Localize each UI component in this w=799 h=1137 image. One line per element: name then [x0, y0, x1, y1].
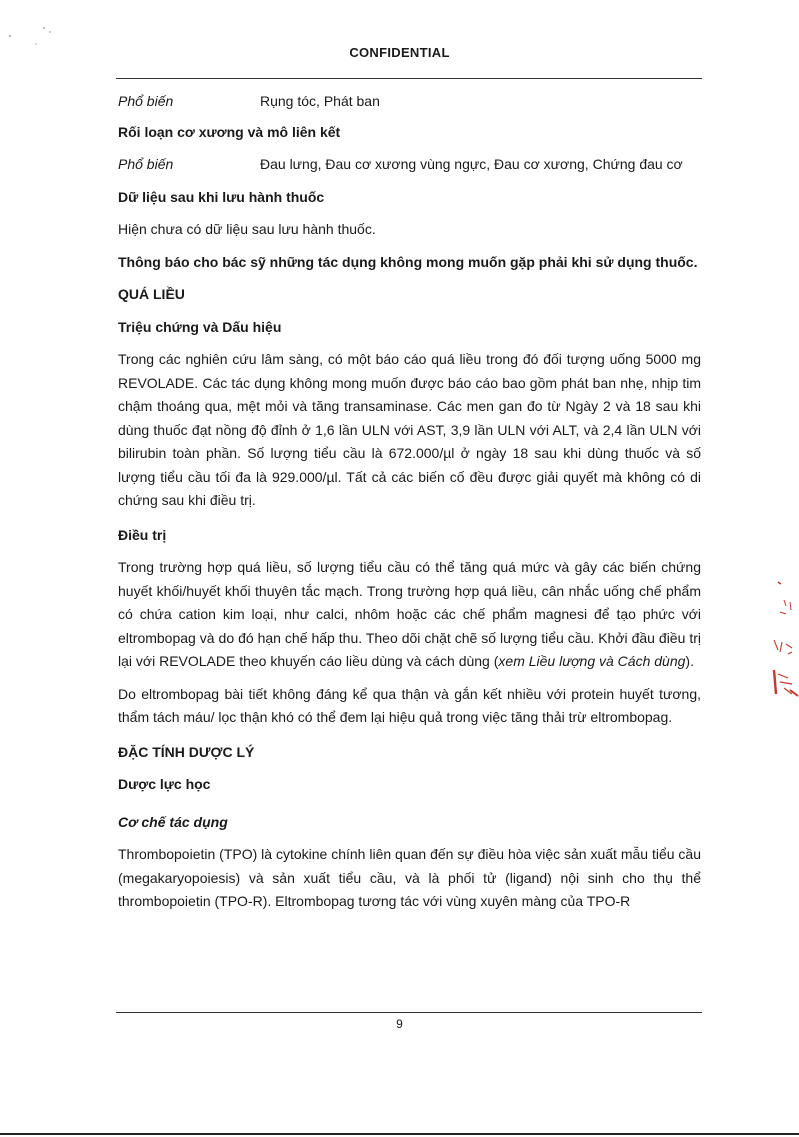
dosage-reference: xem Liều lượng và Cách dùng — [498, 653, 686, 669]
frequency-row — [118, 90, 701, 114]
section-heading-overdose: QUÁ LIỀU — [118, 286, 185, 302]
subheading-treatment: Điều trị — [118, 526, 167, 543]
postmarketing-paragraph: Hiện chưa có dữ liệu sau lưu hành thuốc. — [118, 221, 376, 237]
frequency-row — [118, 153, 701, 177]
section-heading-pharmacology: ĐẶC TÍNH DƯỢC LÝ — [118, 743, 255, 760]
adverse-effects-notice: Thông báo cho bác sỹ những tác dụng không mong muốn gặp phải khi sử dụng thuốc. — [118, 253, 698, 270]
document-body — [118, 90, 701, 914]
subheading-pharmacodynamics: Dược lực học — [118, 776, 211, 792]
section-heading-postmarketing: Dữ liệu sau khi lưu hành thuốc — [118, 188, 325, 205]
confidential-header: CONFIDENTIAL — [349, 45, 450, 60]
treatment-text: Trong trường hợp quá liều, số lượng tiểu cầu có thể tăng quá mức và gây các biến chứng huyết khối/huyết khối thuyên tắc mạch. Trong trường hợp quá liều, cân nhắc uống chế phẩm có chứa cation kim loại, như calci, nhôm hoặc các chế phẩm magnesi để tạo phức với eltrombopag và do đó hạn chế hấp thu. Theo dõi chặt chẽ số lượng tiểu cầu. Khởi đầu điều trị lại với REVOLADE theo khuyến cáo liều dùng và cách dùng ( — [118, 559, 701, 669]
mechanism-paragraph: Thrombopoietin (TPO) là cytokine chính liên quan đến sự điều hòa việc sản xuất mẫu tiểu cầu (megakaryopoiesis) và sản xuất tiểu cầu, và là phối tử (ligand) nội sinh cho thụ thể thrombopoietin (TPO-R). Eltrombopag tương tác với vùng xuyên màng của TPO-R — [118, 846, 701, 909]
scan-bottom-edge — [0, 1133, 799, 1135]
frequency-term: Phổ biến — [118, 156, 174, 172]
treatment-paragraph — [118, 556, 701, 674]
footer-rule — [116, 1012, 702, 1013]
frequency-term: Phổ biến — [118, 93, 174, 109]
header-rule — [116, 78, 702, 79]
subheading-symptoms: Triệu chứng và Dấu hiệu — [118, 318, 282, 335]
frequency-value: Đau lưng, Đau cơ xương vùng ngực, Đau cơ xương, Chứng đau cơ — [260, 156, 683, 172]
elimination-paragraph: Do eltrombopag bài tiết không đáng kể qua thận và gắn kết nhiều với protein huyết tương, thẩm tách máu/ lọc thận khó có thể đem lại hiệu quả trong việc tăng thải trừ eltrombopag. — [118, 685, 701, 725]
page-number: 9 — [396, 1017, 403, 1031]
red-stamp-fragment — [760, 570, 799, 740]
subheading-mechanism: Cơ chế tác dụng — [118, 813, 228, 830]
frequency-value: Rụng tóc, Phát ban — [260, 93, 380, 109]
treatment-text-end: ). — [685, 653, 694, 669]
symptoms-paragraph: Trong các nghiên cứu lâm sàng, có một báo cáo quá liều trong đó đối tượng uống 5000 mg REVOLADE. Các tác dụng không mong muốn được báo cáo bao gồm phát ban nhẹ, nhịp tim chậm thoáng qua, mệt mỏi và tăng transaminase. Các men gan đo từ Ngày 2 và 18 sau khi dùng thuốc đạt nồng độ đỉnh ở 1,6 lần ULN với AST, 3,9 lần ULN với ALT, và 2,4 lần ULN với bilirubin toàn phần. Số lượng tiểu cầu là 672.000/µl ở ngày 18 sau khi dùng thuốc và số lượng tiểu cầu tối đa là 929.000/µl. Tất cả các biến cố đều được giải quyết mà không có di chứng sau khi điều trị. — [118, 351, 701, 508]
section-heading-musculoskeletal: Rối loạn cơ xương và mô liên kết — [118, 123, 341, 140]
